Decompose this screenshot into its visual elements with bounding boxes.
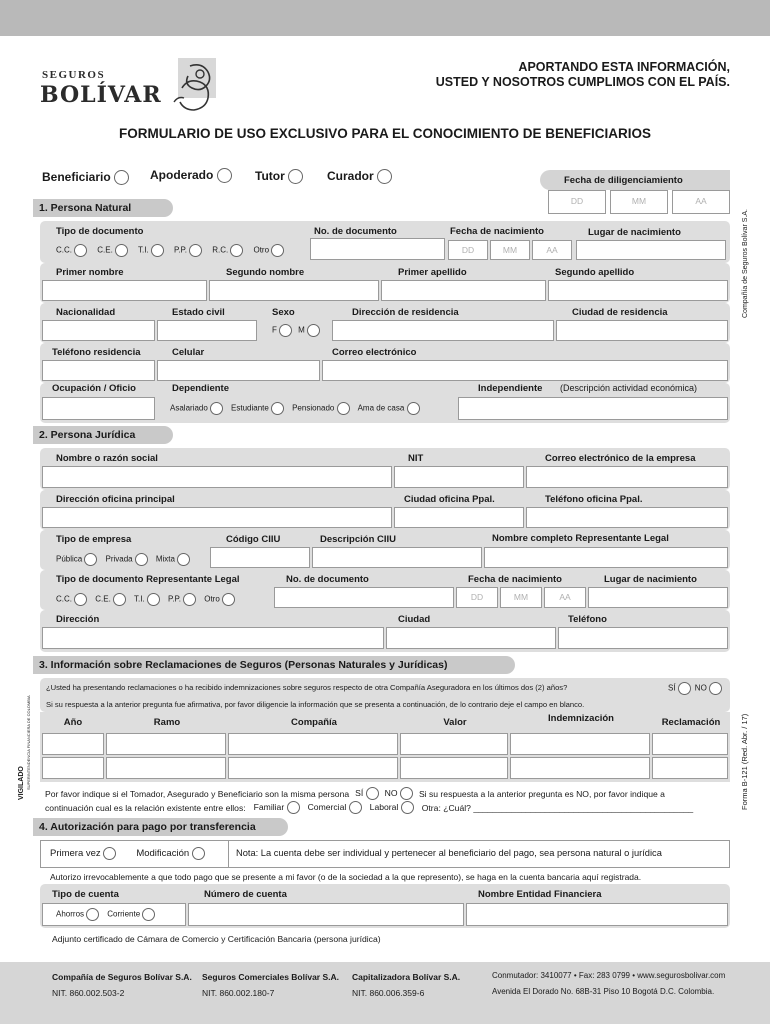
- s1-nac-dd[interactable]: DD: [448, 240, 488, 260]
- role-label: Apoderado: [150, 168, 214, 182]
- s2-correo-label: Correo electrónico de la empresa: [545, 453, 696, 464]
- slogan: [436, 60, 730, 90]
- s2-desc-ciiu-field[interactable]: [312, 547, 482, 568]
- footer-company2-name: Seguros Comerciales Bolívar S.A.: [202, 972, 339, 982]
- claims-cell[interactable]: [42, 757, 104, 779]
- s1-primer-apellido-field[interactable]: [381, 280, 546, 301]
- s1-correo-label: Correo electrónico: [332, 347, 417, 358]
- s2-desc-ciiu-label: Descripción CIIU: [320, 534, 397, 545]
- s1-direccion-field[interactable]: [332, 320, 554, 341]
- s1-ocupacion-field[interactable]: [42, 397, 155, 420]
- claims-table: [40, 712, 730, 732]
- claims-cell[interactable]: [400, 733, 508, 755]
- s2-nit-field[interactable]: [394, 466, 524, 488]
- side-company: Compañía de Seguros Bolívar S.A.: [742, 209, 749, 318]
- s1-nac-aa[interactable]: AA: [532, 240, 572, 260]
- col-indemnizacion: Indemnización: [548, 713, 614, 724]
- rep-doc-opt-ce[interactable]: C.E.: [95, 593, 126, 606]
- doc-opt-ti[interactable]: T.I.: [138, 244, 164, 257]
- slogan-line1: APORTANDO ESTA INFORMACIÓN,: [518, 60, 730, 74]
- section1-header: 1. Persona Natural: [33, 199, 173, 217]
- s4-numero-cuenta-label: Número de cuenta: [204, 889, 287, 900]
- s1-segundo-nombre-label: Segundo nombre: [226, 267, 305, 278]
- s2-ciudad2-field[interactable]: [386, 627, 556, 649]
- s2-ciudad2-label: Ciudad: [398, 614, 431, 625]
- fecha-mm[interactable]: MM: [610, 190, 668, 214]
- s1-celular-field[interactable]: [157, 360, 320, 381]
- s2-dir-label: Dirección: [56, 614, 100, 625]
- s1-indep-field[interactable]: [458, 397, 728, 420]
- s2-fecha-nac-label: Fecha de nacimiento: [468, 574, 562, 585]
- col-reclamacion: Reclamación: [661, 716, 721, 728]
- s1-celular-label: Celular: [172, 347, 205, 358]
- cuenta-opt-ahorros[interactable]: Ahorros: [56, 908, 99, 921]
- s3-q2-relation-text: continuación cual es la relación existente entre ellos:: [45, 802, 246, 813]
- claims-cell[interactable]: [652, 733, 728, 755]
- slogan-line2: USTED Y NOSOTROS CUMPLIMOS CON EL PAÍS.: [435, 75, 730, 89]
- s2-no-doc-label: No. de documento: [286, 574, 369, 585]
- empresa-opt-mixta[interactable]: Mixta: [156, 553, 190, 566]
- s2-doc-options: [56, 593, 235, 606]
- s4-entidad-label: Nombre Entidad Financiera: [478, 889, 602, 900]
- s2-empresa-options: [56, 553, 190, 566]
- s1-sexo-label: Sexo: [272, 307, 295, 318]
- claims-cell[interactable]: [652, 757, 728, 779]
- footer-company3-name: Capitalizadora Bolívar S.A.: [352, 972, 461, 982]
- s4-numero-cuenta-field[interactable]: [188, 903, 464, 926]
- s1-lugar-nac-field[interactable]: [576, 240, 726, 260]
- s2-direccion-field[interactable]: [42, 507, 392, 528]
- s1-direccion-label: Dirección de residencia: [352, 307, 459, 318]
- s1-sexo-options: [272, 324, 320, 337]
- s1-ocupacion-label: Ocupación / Oficio: [52, 383, 136, 394]
- claims-grid: [42, 733, 728, 781]
- claims-header-row: [40, 712, 730, 732]
- s4-divider: [228, 840, 229, 868]
- empresa-opt-privada[interactable]: Privada: [105, 553, 147, 566]
- s2-ciiu-label: Código CIIU: [226, 534, 281, 545]
- s2-ciiu-field[interactable]: [210, 547, 310, 568]
- s1-nacionalidad-label: Nacionalidad: [56, 307, 116, 318]
- section3-header: 3. Información sobre Reclamaciones de Seguros (Personas Naturales y Jurídicas): [33, 656, 515, 674]
- s1-no-doc-label: No. de documento: [314, 226, 397, 237]
- s1-telefono-label: Teléfono residencia: [52, 347, 141, 358]
- col-ano: Año: [63, 716, 83, 728]
- s3-q2-line1: [45, 787, 665, 800]
- footer-company3-nit: NIT. 860.006.359-6: [352, 988, 425, 998]
- s1-estado-civil-label: Estado civil: [172, 307, 225, 318]
- role-label: Tutor: [255, 169, 285, 183]
- s1-estado-civil-field[interactable]: [157, 320, 257, 341]
- logo-seguros: SEGUROS: [42, 69, 106, 81]
- s4-autorizo: Autorizo irrevocablemente a que todo pago que se presente a mi favor (o de la sociedad a la que represento), se haga en la cuenta bancaria aquí registrada.: [50, 872, 642, 882]
- s1-primer-nombre-field[interactable]: [42, 280, 207, 301]
- s3-no-option[interactable]: NO: [695, 682, 722, 695]
- claims-cell[interactable]: [510, 733, 650, 755]
- s1-fecha-nac-label: Fecha de nacimiento: [450, 226, 544, 237]
- s1-indep-desc: (Descripción actividad económica): [560, 383, 698, 393]
- s2-razon-field[interactable]: [42, 466, 392, 488]
- claims-cell[interactable]: [510, 757, 650, 779]
- cuenta-opt-corriente[interactable]: Corriente: [107, 908, 155, 921]
- footer-company2-nit: NIT. 860.002.180-7: [202, 988, 275, 998]
- claims-cell[interactable]: [228, 733, 398, 755]
- role-radio[interactable]: [288, 169, 303, 184]
- rep-doc-opt-otro[interactable]: Otro: [204, 593, 235, 606]
- logo-emblem-icon: [168, 58, 226, 114]
- dep-opt-pensionado[interactable]: Pensionado: [292, 402, 350, 415]
- s1-segundo-apellido-label: Segundo apellido: [555, 267, 635, 278]
- s4-primera-vez-option[interactable]: Primera vez: [50, 847, 116, 860]
- role-beneficiario[interactable]: [42, 170, 129, 185]
- claims-cell[interactable]: [228, 757, 398, 779]
- s2-nac-aa[interactable]: AA: [544, 587, 586, 608]
- s3-q2-text-b: Si su respuesta a la anterior pregunta es NO, por favor indique a: [418, 788, 665, 799]
- s2-nac-mm[interactable]: MM: [500, 587, 542, 608]
- s1-primer-apellido-label: Primer apellido: [398, 267, 467, 278]
- s1-nac-mm[interactable]: MM: [490, 240, 530, 260]
- fecha-aa[interactable]: AA: [672, 190, 730, 214]
- s3-q2-text: Por favor indique si el Tomador, Asegurado y Beneficiario son la misma persona: [45, 788, 350, 799]
- rel-opt-comercial[interactable]: Comercial: [308, 801, 362, 814]
- rel-opt-familiar[interactable]: Familiar: [254, 801, 300, 814]
- vigilado-entity: SUPERINTENDENCIA FINANCIERA DE COLOMBIA: [26, 695, 31, 790]
- s2-correo-field[interactable]: [526, 466, 728, 488]
- vigilado-label: VIGILADO: [18, 766, 25, 800]
- s2-tipo-empresa-label: Tipo de empresa: [56, 534, 132, 545]
- doc-opt-rc[interactable]: R.C.: [212, 244, 243, 257]
- s1-doc-options: [56, 244, 284, 257]
- s4-nota: Nota: La cuenta debe ser individual y pertenecer al beneficiario del pago, sea persona natural o jurídica: [236, 848, 662, 858]
- role-radio[interactable]: [377, 169, 392, 184]
- form-title: FORMULARIO DE USO EXCLUSIVO PARA EL CONOCIMIENTO DE BENEFICIARIOS: [118, 126, 652, 141]
- s1-ciudad-field[interactable]: [556, 320, 728, 341]
- fecha-label: Fecha de diligenciamiento: [564, 175, 683, 186]
- fecha-dd[interactable]: DD: [548, 190, 606, 214]
- doc-opt-cc[interactable]: C.C.: [56, 244, 87, 257]
- s1-no-doc-field[interactable]: [310, 238, 445, 260]
- claims-cell[interactable]: [106, 757, 226, 779]
- role-radio[interactable]: [217, 168, 232, 183]
- s3-note: Si su respuesta a la anterior pregunta fue afirmativa, por favor diligencie la información que se presenta a continuación, de lo contrario deje el campo en blanco.: [46, 700, 585, 709]
- s2-representante-field[interactable]: [484, 547, 728, 568]
- s2-ciudad-label: Ciudad oficina Ppal.: [404, 494, 495, 505]
- dep-opt-ama-de-casa[interactable]: Ama de casa: [358, 402, 420, 415]
- s4-options: [50, 847, 205, 860]
- s3-q2-no-option[interactable]: NO: [385, 787, 413, 800]
- footer-company1-nit: NIT. 860.002.503-2: [52, 988, 125, 998]
- s1-tipo-doc-label: Tipo de documento: [56, 226, 144, 237]
- s2-direccion-label: Dirección oficina principal: [56, 494, 175, 505]
- rel-opt-otra[interactable]: Otra: ¿Cuál? ______________________________________________: [421, 802, 694, 813]
- s3-q2-si-option[interactable]: SÍ: [355, 787, 379, 800]
- claims-cell[interactable]: [106, 733, 226, 755]
- empresa-opt-publica[interactable]: Pública: [56, 553, 97, 566]
- s1-nacionalidad-field[interactable]: [42, 320, 155, 341]
- role-apoderado[interactable]: [150, 168, 232, 183]
- role-tutor[interactable]: [255, 169, 303, 184]
- role-curador[interactable]: [327, 169, 392, 184]
- claims-cell[interactable]: [400, 757, 508, 779]
- rel-opt-laboral[interactable]: Laboral: [370, 801, 414, 814]
- side-form-number: Forma B-121 (Red. Abr. / 17): [740, 713, 749, 810]
- footer-contact2: Avenida El Dorado No. 68B-31 Piso 10 Bogotá D.C. Colombia.: [492, 987, 715, 996]
- s3-q2-line2: [45, 801, 693, 814]
- top-bar: [0, 0, 770, 36]
- s4-tipo-options: [56, 908, 155, 921]
- s2-lugar-nac-label: Lugar de nacimiento: [604, 574, 697, 585]
- dep-opt-asalariado[interactable]: Asalariado: [170, 402, 223, 415]
- s2-razon-label: Nombre o razón social: [56, 453, 158, 464]
- s1-correo-field[interactable]: [322, 360, 728, 381]
- s1-segundo-nombre-field[interactable]: [209, 280, 379, 301]
- s2-telefono-label: Teléfono oficina Ppal.: [545, 494, 643, 505]
- s4-entidad-field[interactable]: [466, 903, 728, 926]
- s1-telefono-field[interactable]: [42, 360, 155, 381]
- s1-dependiente-label: Dependiente: [172, 383, 230, 394]
- s1-independiente-label: Independiente: [478, 383, 543, 394]
- col-ramo: Ramo: [153, 716, 181, 728]
- s2-tipo-doc-rep-label: Tipo de documento Representante Legal: [56, 574, 240, 585]
- role-radio[interactable]: [114, 170, 129, 185]
- s3-si-option[interactable]: SÍ: [668, 682, 691, 695]
- doc-opt-otro[interactable]: Otro: [253, 244, 284, 257]
- s1-dep-options: [170, 402, 420, 415]
- rep-doc-opt-ti[interactable]: T.I.: [134, 593, 160, 606]
- footer-company1-name: Compañía de Seguros Bolívar S.A.: [52, 972, 192, 982]
- role-label: Beneficiario: [42, 170, 111, 184]
- s1-lugar-nac-label: Lugar de nacimiento: [588, 227, 681, 238]
- col-valor: Valor: [443, 716, 467, 728]
- claims-cell[interactable]: [42, 733, 104, 755]
- s1-segundo-apellido-field[interactable]: [548, 280, 728, 301]
- s2-telefono-field[interactable]: [526, 507, 728, 528]
- doc-opt-pp[interactable]: P.P.: [174, 244, 202, 257]
- s2-lugar-nac-field[interactable]: [588, 587, 728, 608]
- s1-ciudad-label: Ciudad de residencia: [572, 307, 668, 318]
- doc-opt-ce[interactable]: C.E.: [97, 244, 128, 257]
- s3-question: ¿Usted ha presentando reclamaciones o ha recibido indemnizaciones sobre seguros respecto de otra Compañía Aseguradora en los últimos dos (2) años?: [46, 683, 568, 692]
- dep-opt-estudiante[interactable]: Estudiante: [231, 402, 284, 415]
- s1-primer-nombre-label: Primer nombre: [56, 267, 124, 278]
- role-label: Curador: [327, 169, 374, 183]
- s3-answer: [668, 682, 722, 695]
- s2-dir-field[interactable]: [42, 627, 384, 649]
- sexo-m-option[interactable]: M: [298, 324, 320, 337]
- fecha-fields: [548, 190, 730, 214]
- s2-representante-label: Nombre completo Representante Legal: [492, 533, 669, 544]
- s4-modificacion-option[interactable]: Modificación: [136, 847, 204, 860]
- rep-doc-opt-pp[interactable]: P.P.: [168, 593, 196, 606]
- s2-telefono2-label: Teléfono: [568, 614, 607, 625]
- col-compania: Compañía: [291, 716, 337, 728]
- s4-tipo-cuenta-label: Tipo de cuenta: [52, 889, 119, 900]
- logo-bolivar: BOLÍVAR: [40, 82, 162, 108]
- s2-nac-dd[interactable]: DD: [456, 587, 498, 608]
- s2-nit-label: NIT: [408, 453, 424, 464]
- section4-header: 4. Autorización para pago por transferencia: [33, 818, 288, 836]
- footer-contact1: Conmutador: 3410077 • Fax: 283 0799 • www.segurosbolivar.com: [492, 971, 726, 980]
- s2-no-doc-field[interactable]: [274, 587, 454, 608]
- section2-header: 2. Persona Jurídica: [33, 426, 173, 444]
- s4-adjunto: Adjunto certificado de Cámara de Comercio y Certificación Bancaria (persona jurídica): [52, 934, 381, 944]
- sexo-f-option[interactable]: F: [272, 324, 292, 337]
- rep-doc-opt-cc[interactable]: C.C.: [56, 593, 87, 606]
- s2-ciudad-field[interactable]: [394, 507, 524, 528]
- s2-telefono2-field[interactable]: [558, 627, 728, 649]
